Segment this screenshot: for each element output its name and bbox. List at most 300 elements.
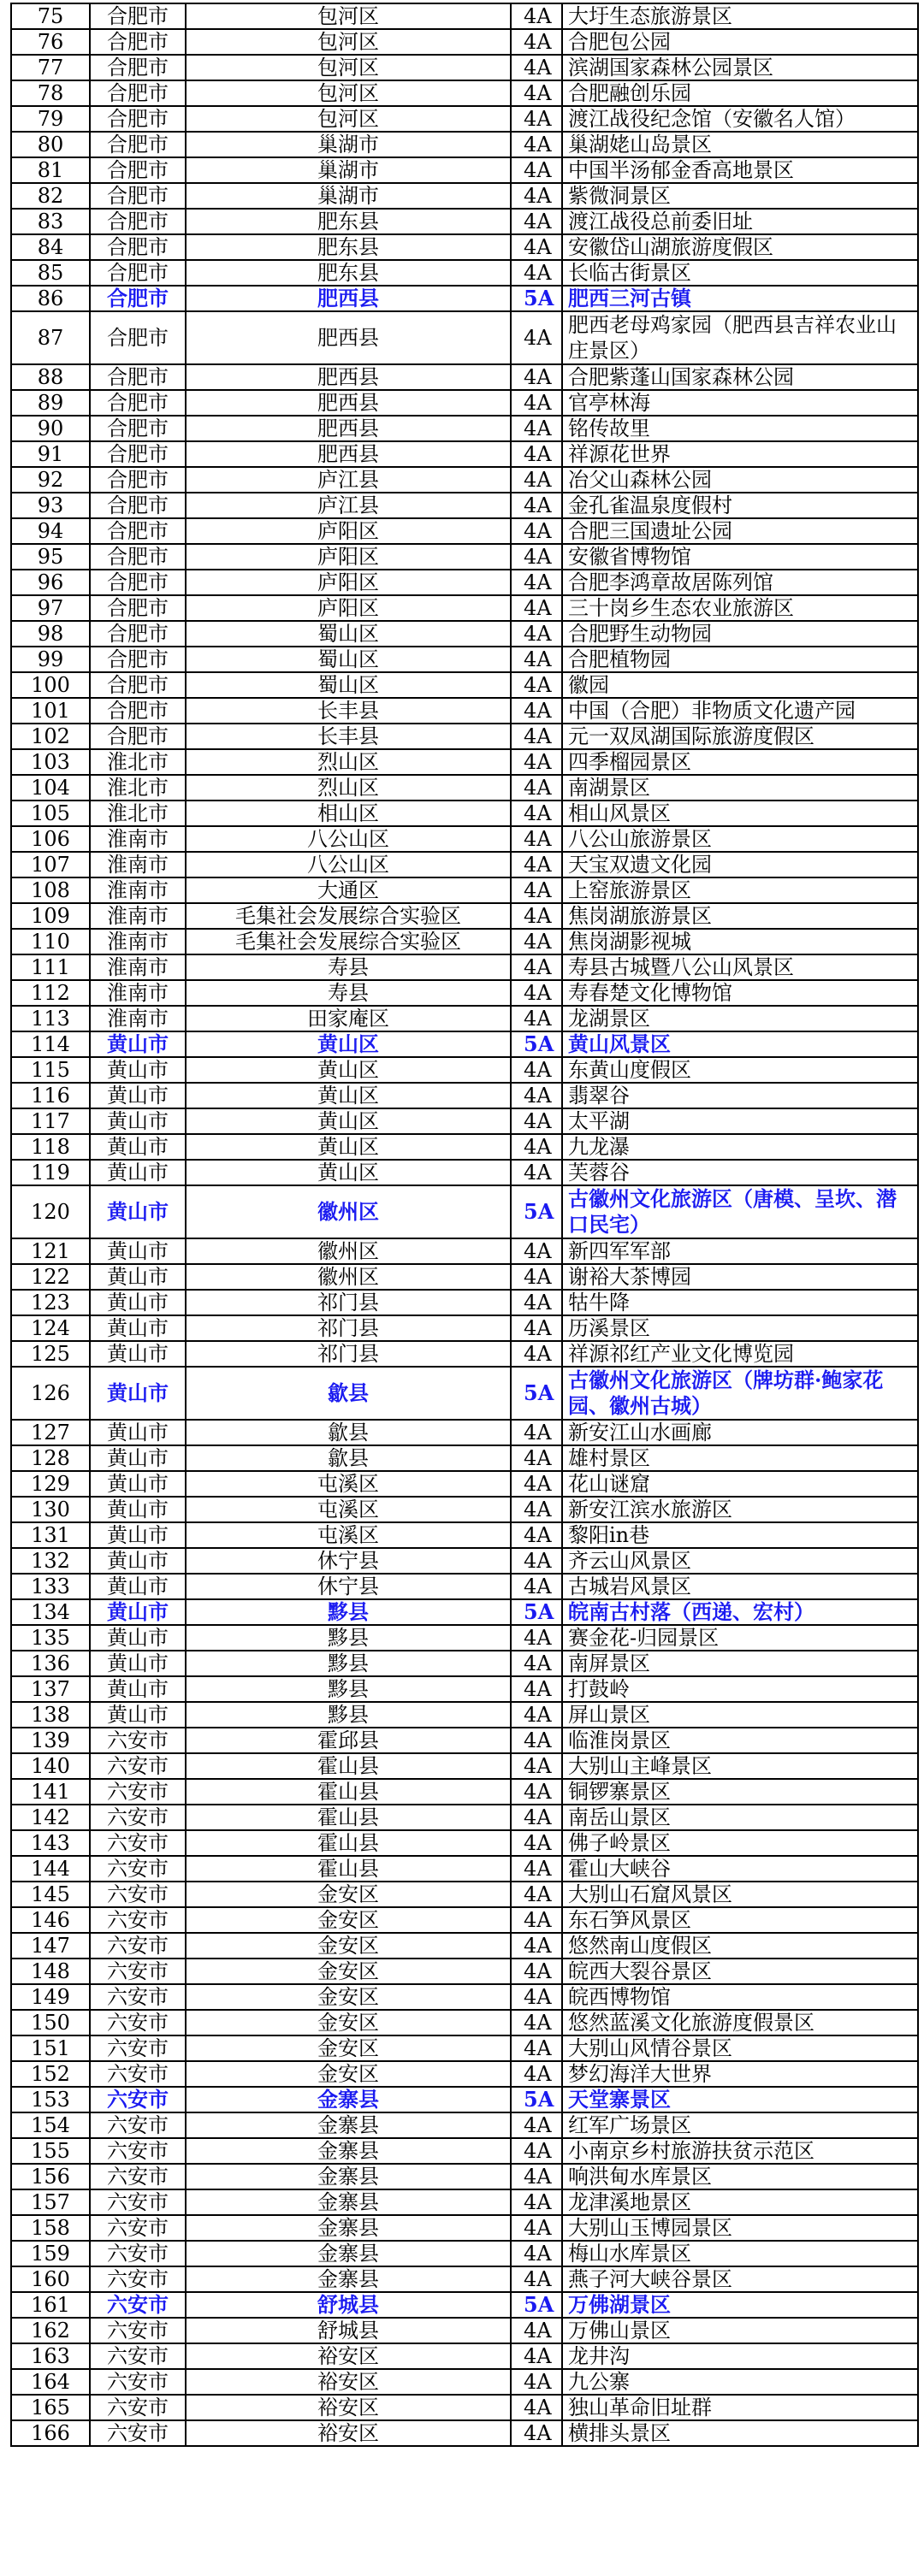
table-row [11,2215,918,2241]
district-cell: 包河区 [186,55,511,80]
scenic-spot-name: 元一双凤湖国际旅游度假区 [562,724,918,749]
grade-cell: 4A [511,929,562,954]
district-cell: 休宁县 [186,1548,511,1574]
scenic-spot-name: 焦岗湖影视城 [562,929,918,954]
row-number: 77 [11,55,90,80]
row-number: 121 [11,1238,90,1264]
scenic-spot-name: 中国（合肥）非物质文化遗产园 [562,698,918,724]
grade-cell: 4A [511,2318,562,2343]
district-cell: 寿县 [186,980,511,1006]
grade-cell: 4A [511,621,562,647]
row-number: 114 [11,1031,90,1057]
city-cell: 合肥市 [90,132,186,157]
scenic-spot-name: 响洪甸水库景区 [562,2164,918,2189]
row-number: 165 [11,2395,90,2420]
grade-cell: 4A [511,416,562,441]
grade-cell: 4A [511,2010,562,2035]
district-cell: 霍山县 [186,1805,511,1830]
district-cell: 歙县 [186,1367,511,1420]
row-number: 80 [11,132,90,157]
grade-cell: 4A [511,2138,562,2164]
table-row [11,724,918,749]
grade-cell: 4A [511,570,562,595]
grade-cell: 4A [511,1728,562,1753]
scenic-spot-name: 皖南古村落（西递、宏村） [562,1599,918,1625]
row-number: 115 [11,1057,90,1083]
grade-cell: 4A [511,441,562,467]
district-cell: 肥西县 [186,416,511,441]
grade-cell: 4A [511,1471,562,1497]
table-row [11,1290,918,1315]
row-number: 103 [11,749,90,775]
table-row [11,2241,918,2266]
district-cell: 金寨县 [186,2266,511,2292]
row-number: 161 [11,2292,90,2318]
scenic-spot-name: 大别山石窟风景区 [562,1882,918,1907]
city-cell: 合肥市 [90,286,186,311]
city-cell: 六安市 [90,2369,186,2395]
scenic-spot-name: 黄山风景区 [562,1031,918,1057]
table-row [11,106,918,132]
row-number: 88 [11,364,90,390]
scenic-spot-name: 芙蓉谷 [562,1160,918,1185]
table-row [11,2420,918,2446]
table-row [11,852,918,877]
district-cell: 巢湖市 [186,132,511,157]
grade-cell: 4A [511,157,562,183]
district-cell: 蜀山区 [186,621,511,647]
row-number: 131 [11,1522,90,1548]
row-number: 81 [11,157,90,183]
grade-cell: 4A [511,1574,562,1599]
scenic-spot-name: 谢裕大茶博园 [562,1264,918,1290]
table-row [11,260,918,286]
scenic-spot-name: 龙津溪地景区 [562,2189,918,2215]
row-number: 97 [11,595,90,621]
scenic-spot-name: 独山革命旧址群 [562,2395,918,2420]
grade-cell: 4A [511,1341,562,1367]
scenic-spot-name: 龙湖景区 [562,1006,918,1031]
grade-cell: 4A [511,260,562,286]
district-cell: 长丰县 [186,698,511,724]
grade-cell: 4A [511,80,562,106]
row-number: 147 [11,1933,90,1959]
grade-cell: 4A [511,1651,562,1676]
city-cell: 合肥市 [90,647,186,672]
grade-cell: 4A [511,1238,562,1264]
scenic-spot-name: 大别山风情谷景区 [562,2035,918,2061]
scenic-spot-name: 南岳山景区 [562,1805,918,1830]
row-number: 149 [11,1984,90,2010]
city-cell: 六安市 [90,1882,186,1907]
table-row [11,1264,918,1290]
grade-cell: 4A [511,903,562,929]
table-row [11,1238,918,1264]
district-cell: 休宁县 [186,1574,511,1599]
row-number: 118 [11,1134,90,1160]
scenic-spot-name: 梅山水库景区 [562,2241,918,2266]
table-row [11,1882,918,1907]
grade-cell: 4A [511,595,562,621]
city-cell: 六安市 [90,2189,186,2215]
city-cell: 合肥市 [90,260,186,286]
scenic-spot-name: 金孔雀温泉度假村 [562,493,918,518]
row-number: 154 [11,2112,90,2138]
table-row [11,1497,918,1522]
district-cell: 金安区 [186,1882,511,1907]
table-row [11,621,918,647]
district-cell: 庐阳区 [186,595,511,621]
table-row [11,1006,918,1031]
row-number: 86 [11,286,90,311]
grade-cell: 4A [511,1445,562,1471]
city-cell: 合肥市 [90,544,186,570]
city-cell: 黄山市 [90,1160,186,1185]
grade-cell: 4A [511,234,562,260]
grade-cell: 4A [511,2035,562,2061]
scenic-spot-name: 南湖景区 [562,775,918,801]
district-cell: 大通区 [186,877,511,903]
scenic-spot-name: 官亭林海 [562,390,918,416]
scenic-spot-name: 九公寨 [562,2369,918,2395]
table-row [11,1959,918,1984]
grade-cell: 4A [511,1290,562,1315]
city-cell: 六安市 [90,2266,186,2292]
city-cell: 黄山市 [90,1238,186,1264]
table-row [11,903,918,929]
city-cell: 合肥市 [90,698,186,724]
row-number: 152 [11,2061,90,2087]
table-row [11,80,918,106]
scenic-spot-name: 大别山玉博园景区 [562,2215,918,2241]
district-cell: 毛集社会发展综合实验区 [186,903,511,929]
grade-cell: 4A [511,1057,562,1083]
grade-cell: 4A [511,1830,562,1856]
table-row [11,2138,918,2164]
grade-cell: 4A [511,672,562,698]
grade-cell: 4A [511,647,562,672]
table-row [11,1830,918,1856]
district-cell: 肥东县 [186,260,511,286]
row-number: 156 [11,2164,90,2189]
city-cell: 合肥市 [90,672,186,698]
grade-cell: 4A [511,1959,562,1984]
city-cell: 黄山市 [90,1497,186,1522]
district-cell: 八公山区 [186,852,511,877]
table-row [11,2369,918,2395]
district-cell: 霍邱县 [186,1728,511,1753]
table-row [11,1907,918,1933]
district-cell: 霍山县 [186,1753,511,1779]
table-row [11,775,918,801]
district-cell: 黟县 [186,1676,511,1702]
row-number: 157 [11,2189,90,2215]
district-cell: 肥东县 [186,234,511,260]
grade-cell: 4A [511,2420,562,2446]
table-row [11,2061,918,2087]
city-cell: 合肥市 [90,493,186,518]
grade-cell: 4A [511,2189,562,2215]
scenic-spot-name: 古徽州文化旅游区（唐模、呈坎、潜口民宅） [562,1185,918,1238]
grade-cell: 5A [511,2087,562,2112]
scenic-spot-name: 齐云山风景区 [562,1548,918,1574]
city-cell: 六安市 [90,2241,186,2266]
city-cell: 淮北市 [90,775,186,801]
district-cell: 徽州区 [186,1264,511,1290]
table-row [11,3,918,29]
city-cell: 黄山市 [90,1445,186,1471]
district-cell: 庐阳区 [186,544,511,570]
row-number: 163 [11,2343,90,2369]
grade-cell: 4A [511,1779,562,1805]
table-row [11,183,918,209]
scenic-spot-name: 合肥李鸿章故居陈列馆 [562,570,918,595]
city-cell: 六安市 [90,1779,186,1805]
scenic-spot-name: 安徽岱山湖旅游度假区 [562,234,918,260]
grade-cell: 4A [511,877,562,903]
city-cell: 黄山市 [90,1548,186,1574]
scenic-spot-name: 花山谜窟 [562,1471,918,1497]
district-cell: 巢湖市 [186,157,511,183]
row-number: 158 [11,2215,90,2241]
district-cell: 黄山区 [186,1160,511,1185]
district-cell: 金安区 [186,2010,511,2035]
table-row [11,1856,918,1882]
city-cell: 黄山市 [90,1134,186,1160]
district-cell: 金安区 [186,1984,511,2010]
city-cell: 黄山市 [90,1083,186,1108]
row-number: 101 [11,698,90,724]
scenic-spot-name: 皖西大裂谷景区 [562,1959,918,1984]
grade-cell: 4A [511,2215,562,2241]
district-cell: 金安区 [186,2035,511,2061]
grade-cell: 4A [511,2112,562,2138]
table-row [11,672,918,698]
city-cell: 六安市 [90,1728,186,1753]
district-cell: 裕安区 [186,2369,511,2395]
city-cell: 黄山市 [90,1108,186,1134]
district-cell: 肥西县 [186,364,511,390]
table-row [11,364,918,390]
city-cell: 六安市 [90,2420,186,2446]
table-row [11,2343,918,2369]
row-number: 82 [11,183,90,209]
district-cell: 寿县 [186,954,511,980]
grade-cell: 4A [511,311,562,364]
row-number: 125 [11,1341,90,1367]
district-cell: 裕安区 [186,2343,511,2369]
table-row [11,311,918,364]
district-cell: 祁门县 [186,1315,511,1341]
district-cell: 霍山县 [186,1779,511,1805]
table-row [11,2087,918,2112]
row-number: 106 [11,826,90,852]
table-row [11,1341,918,1367]
row-number: 139 [11,1728,90,1753]
district-cell: 巢湖市 [186,183,511,209]
city-cell: 合肥市 [90,364,186,390]
row-number: 146 [11,1907,90,1933]
row-number: 128 [11,1445,90,1471]
district-cell: 屯溪区 [186,1497,511,1522]
city-cell: 合肥市 [90,209,186,234]
scenic-spot-name: 万佛山景区 [562,2318,918,2343]
scenic-spot-name: 大圩生态旅游景区 [562,3,918,29]
district-cell: 包河区 [186,29,511,55]
scenic-spot-name: 滨湖国家森林公园景区 [562,55,918,80]
district-cell: 舒城县 [186,2318,511,2343]
row-number: 130 [11,1497,90,1522]
table-row [11,1057,918,1083]
city-cell: 黄山市 [90,1315,186,1341]
city-cell: 合肥市 [90,441,186,467]
district-cell: 祁门县 [186,1290,511,1315]
city-cell: 六安市 [90,1805,186,1830]
city-cell: 淮南市 [90,826,186,852]
table-row [11,1548,918,1574]
row-number: 104 [11,775,90,801]
row-number: 83 [11,209,90,234]
row-number: 99 [11,647,90,672]
grade-cell: 4A [511,493,562,518]
city-cell: 合肥市 [90,234,186,260]
district-cell: 徽州区 [186,1238,511,1264]
city-cell: 合肥市 [90,416,186,441]
row-number: 109 [11,903,90,929]
scenic-spot-name: 雄村景区 [562,1445,918,1471]
grade-cell: 4A [511,724,562,749]
grade-cell: 4A [511,3,562,29]
scenic-spot-name: 梦幻海洋大世界 [562,2061,918,2087]
scenic-spot-name: 临淮岗景区 [562,1728,918,1753]
table-row [11,2112,918,2138]
grade-cell: 4A [511,106,562,132]
grade-cell: 4A [511,1882,562,1907]
row-number: 145 [11,1882,90,1907]
district-cell: 毛集社会发展综合实验区 [186,929,511,954]
city-cell: 黄山市 [90,1471,186,1497]
city-cell: 淮南市 [90,929,186,954]
district-cell: 烈山区 [186,775,511,801]
scenic-spot-name: 悠然蓝溪文化旅游度假景区 [562,2010,918,2035]
district-cell: 肥东县 [186,209,511,234]
grade-cell: 4A [511,1006,562,1031]
table-row [11,1134,918,1160]
table-row [11,1676,918,1702]
district-cell: 金寨县 [186,2164,511,2189]
district-cell: 庐阳区 [186,518,511,544]
row-number: 144 [11,1856,90,1882]
scenic-spot-name: 合肥植物园 [562,647,918,672]
row-number: 90 [11,416,90,441]
table-row [11,1471,918,1497]
scenic-spot-name: 上窑旅游景区 [562,877,918,903]
row-number: 162 [11,2318,90,2343]
table-row [11,1445,918,1471]
scenic-spot-name: 三十岗乡生态农业旅游区 [562,595,918,621]
row-number: 126 [11,1367,90,1420]
table-row [11,749,918,775]
city-cell: 合肥市 [90,724,186,749]
row-number: 105 [11,801,90,826]
district-cell: 肥西县 [186,311,511,364]
district-cell: 金安区 [186,2061,511,2087]
district-cell: 歙县 [186,1445,511,1471]
city-cell: 合肥市 [90,3,186,29]
row-number: 112 [11,980,90,1006]
row-number: 87 [11,311,90,364]
table-row [11,647,918,672]
city-cell: 合肥市 [90,183,186,209]
table-body [11,3,918,2446]
scenic-spots-table [10,3,919,2447]
city-cell: 六安市 [90,2215,186,2241]
row-number: 94 [11,518,90,544]
scenic-spot-name: 肥西老母鸡家园（肥西县吉祥农业山庄景区） [562,311,918,364]
scenic-spot-name: 天堂寨景区 [562,2087,918,2112]
scenic-spot-name: 祥源花世界 [562,441,918,467]
city-cell: 黄山市 [90,1702,186,1728]
city-cell: 淮北市 [90,801,186,826]
district-cell: 黄山区 [186,1031,511,1057]
grade-cell: 4A [511,132,562,157]
city-cell: 淮南市 [90,852,186,877]
table-row [11,2035,918,2061]
table-row [11,801,918,826]
scenic-spot-name: 燕子河大峡谷景区 [562,2266,918,2292]
grade-cell: 4A [511,55,562,80]
grade-cell: 4A [511,1420,562,1445]
district-cell: 屯溪区 [186,1471,511,1497]
table-row [11,1160,918,1185]
district-cell: 肥西县 [186,441,511,467]
scenic-spot-name: 合肥融创乐园 [562,80,918,106]
city-cell: 黄山市 [90,1031,186,1057]
table-row [11,390,918,416]
district-cell: 蜀山区 [186,672,511,698]
district-cell: 包河区 [186,80,511,106]
scenic-spot-name: 合肥野生动物园 [562,621,918,647]
table-row [11,2164,918,2189]
city-cell: 黄山市 [90,1185,186,1238]
grade-cell: 4A [511,390,562,416]
row-number: 91 [11,441,90,467]
city-cell: 合肥市 [90,595,186,621]
scenic-spot-name: 九龙瀑 [562,1134,918,1160]
table-row [11,980,918,1006]
row-number: 76 [11,29,90,55]
grade-cell: 5A [511,2292,562,2318]
city-cell: 六安市 [90,2112,186,2138]
row-number: 148 [11,1959,90,1984]
grade-cell: 5A [511,1185,562,1238]
city-cell: 六安市 [90,2318,186,2343]
table-row [11,1083,918,1108]
city-cell: 黄山市 [90,1676,186,1702]
scenic-spot-name: 悠然南山度假区 [562,1933,918,1959]
scenic-spot-name: 肥西三河古镇 [562,286,918,311]
district-cell: 黄山区 [186,1134,511,1160]
grade-cell: 4A [511,1676,562,1702]
row-number: 155 [11,2138,90,2164]
grade-cell: 4A [511,2266,562,2292]
city-cell: 合肥市 [90,29,186,55]
grade-cell: 4A [511,1984,562,2010]
district-cell: 黟县 [186,1625,511,1651]
city-cell: 黄山市 [90,1367,186,1420]
scenic-spot-name: 焦岗湖旅游景区 [562,903,918,929]
city-cell: 黄山市 [90,1290,186,1315]
